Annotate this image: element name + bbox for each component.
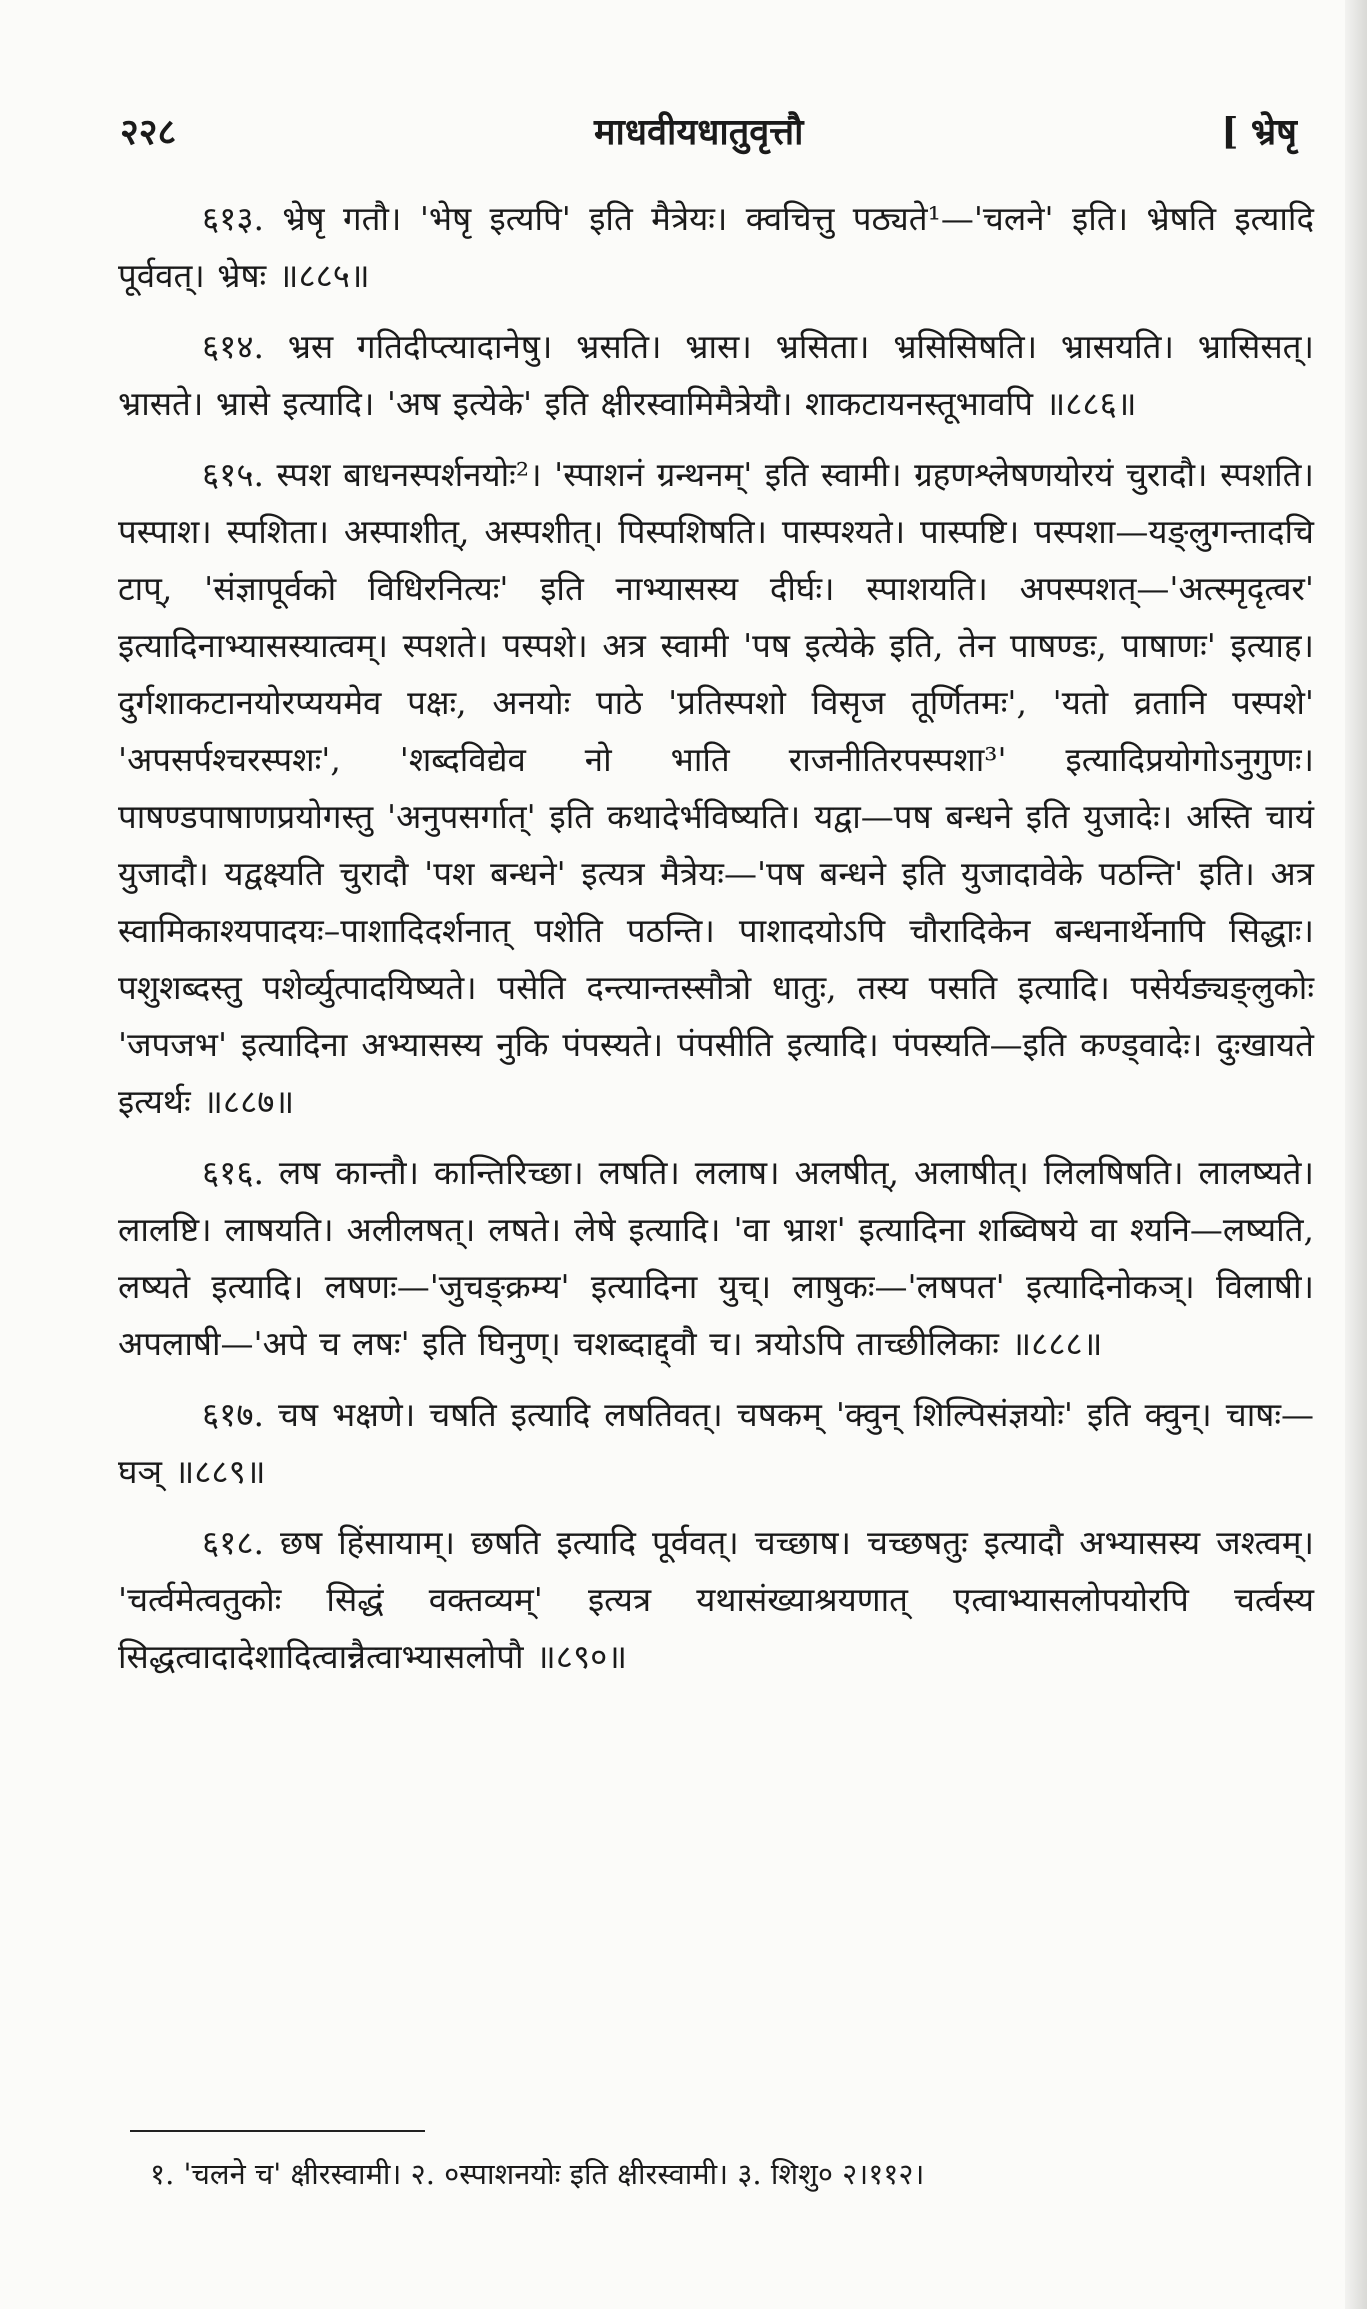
page-body	[118, 190, 1314, 1699]
running-headword: [ भ्रेषृ	[1221, 110, 1297, 153]
entry-paragraph: ६१४. भ्रस गतिदीप्त्यादानेषु। भ्रसति। भ्रास। भ्रसिता। भ्रसिसिषति। भ्रासयति। भ्रासिसत्। भ्रासते। भ्रासे इत्यादि। 'अष इत्येके' इति क्षीरस्वामिमैत्रेयौ। शाकटायनस्तूभावपि ॥८८६॥	[118, 327, 1314, 423]
entry-paragraph: ६१५. स्पश बाधनस्पर्शनयोः²। 'स्पाशनं ग्रन्थनम्' इति स्वामी। ग्रहणश्लेषणयोरयं चुरादौ। स्पशति। पस्पाश। स्पशिता। अस्पाशीत्, अस्पशीत्। पिस्पशिषति। पास्पश्यते। पास्पष्टि। पस्पशा—यङ्लुगन्तादचि टाप्, 'संज्ञापूर्वको विधिरनित्यः' इति नाभ्यासस्य दीर्घः। स्पाशयति। अपस्पशत्—'अत्स्मृदृत्वर' इत्यादिनाभ्यासस्यात्वम्। स्पशते। पस्पशे। अत्र स्वामी 'पष इत्येके इति, तेन पाषण्डः, पाषाणः' इत्याह। दुर्गशाकटानयोरप्ययमेव पक्षः, अनयोः पाठे 'प्रतिस्पशो विसृज तूर्णितमः', 'यतो व्रतानि पस्पशे' 'अपसर्पश्चरस्पशः', 'शब्दविद्येव नो भाति राजनीतिरपस्पशा³' इत्यादिप्रयोगोऽनुगुणः। पाषण्डपाषाणप्रयोगस्तु 'अनुपसर्गात्' इति कथादेर्भविष्यति। यद्वा—पष बन्धने इति युजादेः। अस्ति चायं युजादौ। यद्वक्ष्यति चुरादौ 'पश बन्धने' इत्यत्र मैत्रेयः—'पष बन्धने इति युजादावेके पठन्ति' इति। अत्र स्वामिकाश्यपादयः–पाशादिदर्शनात् पशेति पठन्ति। पाशादयोऽपि चौरादिकेन बन्धनार्थेनापि सिद्धाः। पशुशब्दस्तु पशेर्व्युत्पादयिष्यते। पसेति दन्त्यान्तस्सौत्रो धातुः, तस्य पसति इत्यादि। पसेर्यङ्यङ्लुकोः 'जपजभ' इत्यादिना अभ्यासस्य नुकि पंपस्यते। पंपसीति इत्यादि। पंपस्यति—इति कण्ड्वादेः। दुःखायते इत्यर्थः ॥८८७॥	[118, 455, 1314, 1121]
footnotes: १. 'चलने च' क्षीरस्वामी। २. ०स्पाशनयोः इति क्षीरस्वामी। ३. शिशु० २।११२।	[150, 2157, 925, 2191]
entry-paragraph: ६१७. चष भक्षणे। चषति इत्यादि लषतिवत्। चषकम् 'क्वुन् शिल्पिसंज्ञयोः' इति क्वुन्। चाषः—घञ् ॥८८९॥	[118, 1395, 1314, 1491]
footnote-divider	[130, 2130, 425, 2132]
page-header	[120, 100, 1297, 160]
entry-paragraph: ६१६. लष कान्तौ। कान्तिरिच्छा। लषति। ललाष। अलषीत्, अलाषीत्। लिलषिषति। लालष्यते। लालष्टि। लाषयति। अलीलषत्। लषते। लेषे इत्यादि। 'वा भ्राश' इत्यादिना शब्विषये वा श्यनि—लष्यति, लष्यते इत्यादि। लषणः—'जुचङ्क्रम्य' इत्यादिना युच्। लाषुकः—'लषपत' इत्यादिनोकञ्। विलाषी। अपलाषी—'अपे च लषः' इति घिनुण्। चशब्दाद्द्वौ च। त्रयोऽपि ताच्छीलिकाः ॥८८८॥	[118, 1153, 1314, 1363]
entry-paragraph: ६१८. छष हिंसायाम्। छषति इत्यादि पूर्ववत्। चच्छाष। चच्छषतुः इत्यादौ अभ्यासस्य जश्त्वम्। 'चर्त्वमेत्वतुकोः सिद्धं वक्तव्यम्' इत्यत्र यथासंख्याश्रयणात् एत्वाभ्यासलोपयोरपि चर्त्वस्य सिद्धत्वादादेशादित्वान्नैत्वाभ्यासलोपौ ॥८९०॥	[118, 1523, 1314, 1676]
entry-paragraph: ६१३. भ्रेषृ गतौ। 'भेषृ इत्यपि' इति मैत्रेयः। क्वचित्तु पठ्यते¹—'चलने' इति। भ्रेषति इत्यादि पूर्ववत्। भ्रेषः ॥८८५॥	[118, 199, 1314, 295]
running-title: माधवीयधातुवृत्तौ	[594, 110, 804, 153]
page-number: २२८	[120, 110, 177, 153]
page-edge-shadow	[1345, 0, 1367, 2309]
